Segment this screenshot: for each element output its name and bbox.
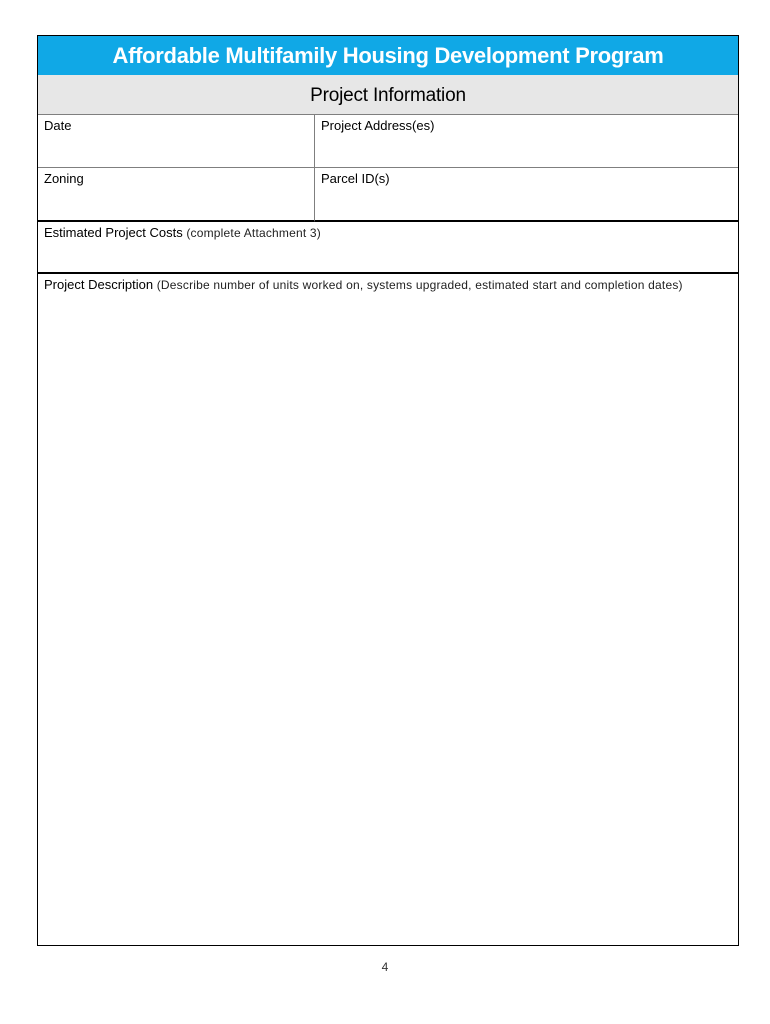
parcel-id-label: Parcel ID(s) [321, 171, 390, 186]
program-title-banner: Affordable Multifamily Housing Development Program [38, 36, 738, 75]
zoning-label: Zoning [44, 171, 84, 186]
estimated-costs-field[interactable] [38, 222, 738, 274]
project-description-field[interactable] [38, 274, 738, 946]
project-address-field[interactable] [315, 115, 738, 168]
parcel-id-field[interactable] [315, 168, 738, 222]
estimated-costs-label: Estimated Project Costs [44, 225, 183, 240]
date-field[interactable] [38, 115, 315, 168]
estimated-costs-hint: (complete Attachment 3) [186, 226, 322, 240]
section-heading: Project Information [38, 75, 738, 115]
project-description-hint: (Describe number of units worked on, systems upgraded, estimated start and completion dates) [156, 278, 683, 292]
project-address-label: Project Address(es) [321, 118, 435, 133]
project-description-label: Project Description [44, 277, 154, 292]
zoning-field[interactable] [38, 168, 315, 222]
project-information-form [37, 35, 739, 946]
date-label: Date [44, 118, 72, 133]
page-number: 4 [381, 960, 389, 974]
